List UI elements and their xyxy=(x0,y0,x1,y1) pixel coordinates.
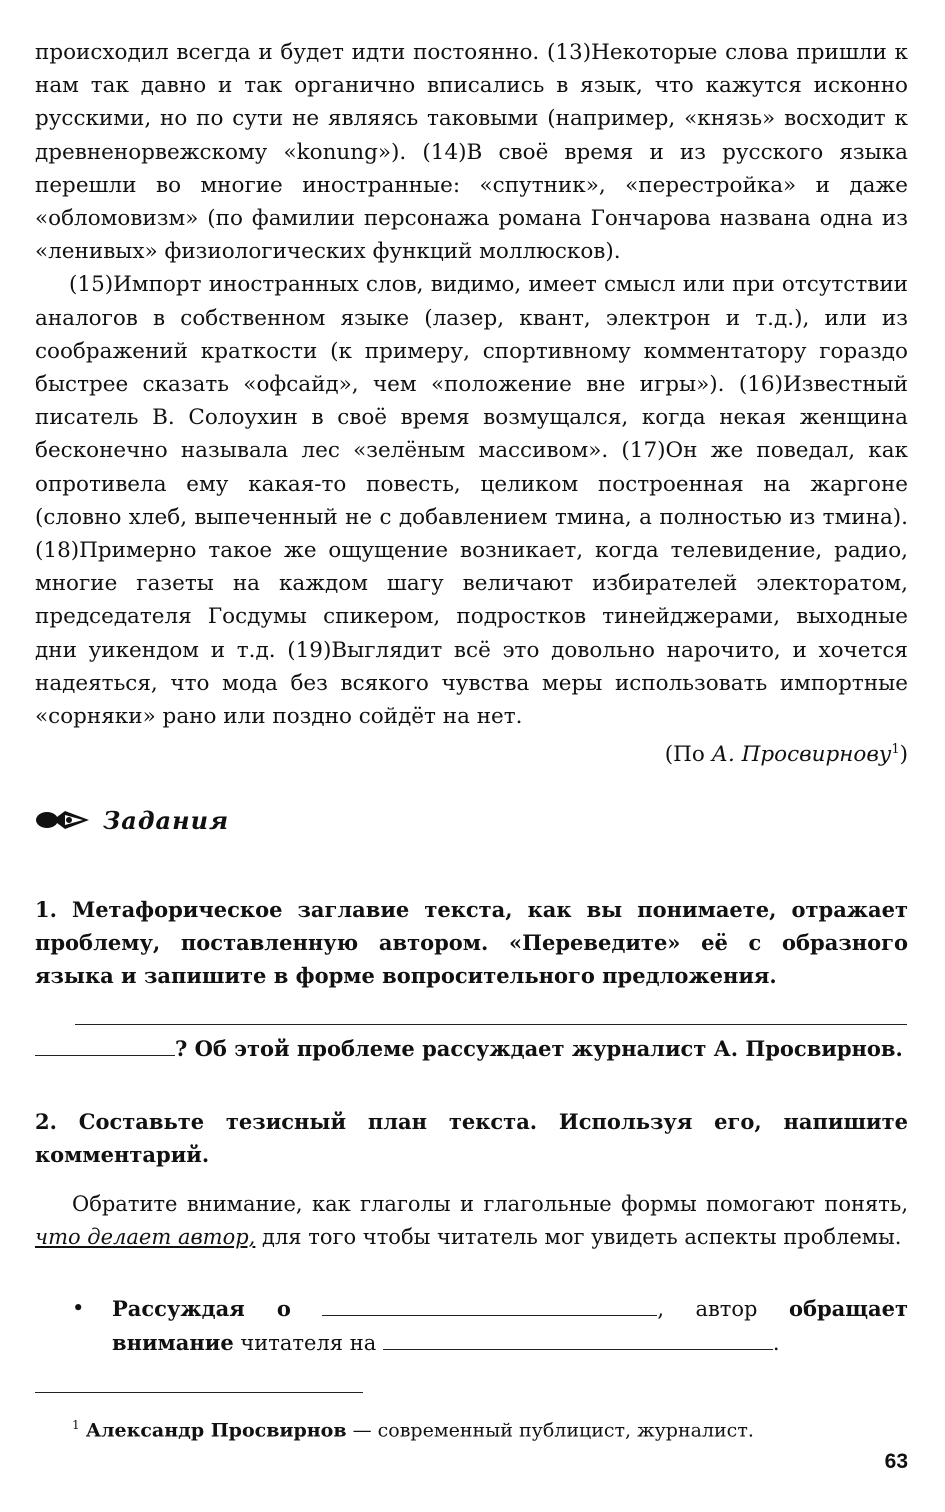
bullet-text-2: , автор xyxy=(657,1297,789,1321)
attribution-prefix: (По xyxy=(664,742,712,768)
hint-text-after: для того чтобы читатель мог увидеть аспекты проблемы. xyxy=(255,1225,902,1249)
bullet-item xyxy=(72,1292,908,1360)
bullet-text-4: читателя на xyxy=(233,1331,377,1355)
footnote-mark: 1 xyxy=(72,1418,80,1432)
footnote xyxy=(72,1410,908,1445)
footnote-name: Александр Просвирнов xyxy=(85,1419,347,1442)
task-1-answer-row xyxy=(35,1032,908,1066)
answer-blank[interactable] xyxy=(35,1033,175,1056)
bullet-text-3: обращает внимание xyxy=(112,1296,908,1355)
task-1: 1. Метафорическое заглавие текста, как вы понимаете, отражает проблему, поставленную автором. «Переведите» её с образного языка и запишите в форме вопросительного предложения. xyxy=(35,897,908,988)
attribution-suffix: ) xyxy=(899,742,908,768)
task-2: 2. Составьте тезисный план текста. Используя его, напишите комментарий. xyxy=(35,1109,908,1167)
footnote-text: — современный публицист, журналист. xyxy=(346,1419,754,1442)
task-1-answer-suffix: ? Об этой проблеме рассуждает журналист А. Просвирнов. xyxy=(175,1036,903,1061)
section-title: Задания xyxy=(103,805,230,835)
paragraph-1: происходил всегда и будет идти постоянно. (13)Некоторые слова пришли к нам так давно и так органично вписались в язык, что кажутся исконно русскими, но по сути не являясь таковыми (например, «князь» восходит к древненорвежскому «konung»). (14)В своё время и из русского языка перешли во многие иностранные: «спутник», «перестройка» и даже «обломовизм» (по фамилии персонажа романа Гончарова названа одна из «ленивых» физиологических функций моллюсков). xyxy=(35,40,908,265)
paragraph-2: (15)Импорт иностранных слов, видимо, имеет смысл или при отсутствии аналогов в собственном языке (лазер, квант, электрон и т.д.), или из соображений краткости (к примеру, спортивному комментатору гораздо быстрее сказать «офсайд», чем «положение вне игры»). (16)Известный писатель В. Солоухин в своё время возмущался, когда некая женщина бесконечно называла лес «зелёным массивом». (17)Он же поведал, как опротивела ему какая-то повесть, целиком построенная на жаргоне (словно хлеб, выпеченный не с добавлением тмина, а полностью из тмина). (18)Примерно такое же ощущение возникает, когда телевидение, радио, многие газеты на каждом шагу величают избирателей электоратом, председателя Госдумы спикером, подростков тинейджерами, выходные дни уикендом и т.д. (19)Выглядит всё это довольно нарочито, и хочется надеяться, что мода без всякого чувства меры использовать импортные «сорняки» рано или поздно сойдёт на нет. xyxy=(35,272,908,730)
section-header xyxy=(35,800,229,840)
footnote-rule xyxy=(35,1392,363,1393)
hint-text-before: Обратите внимание, как глаголы и глагольные формы помогают понять, xyxy=(72,1192,908,1216)
bullet-text-1: Рассуждая о xyxy=(112,1296,291,1321)
bullet-blank-2[interactable] xyxy=(383,1327,773,1350)
task-2-hint xyxy=(35,1188,908,1254)
bullet-text-5: . xyxy=(772,1331,780,1355)
bullet-marker: • xyxy=(72,1296,85,1320)
page-number: 63 xyxy=(884,1450,908,1473)
attribution-author: А. Просвирнову xyxy=(711,742,892,768)
pen-nib-icon xyxy=(35,807,93,833)
attribution-footnote-mark: 1 xyxy=(891,742,900,758)
bullet-blank-1[interactable] xyxy=(322,1293,657,1316)
main-text xyxy=(35,36,908,772)
attribution xyxy=(35,733,908,771)
answer-line[interactable] xyxy=(75,1024,907,1025)
hint-underlined: что делает автор, xyxy=(35,1225,256,1249)
